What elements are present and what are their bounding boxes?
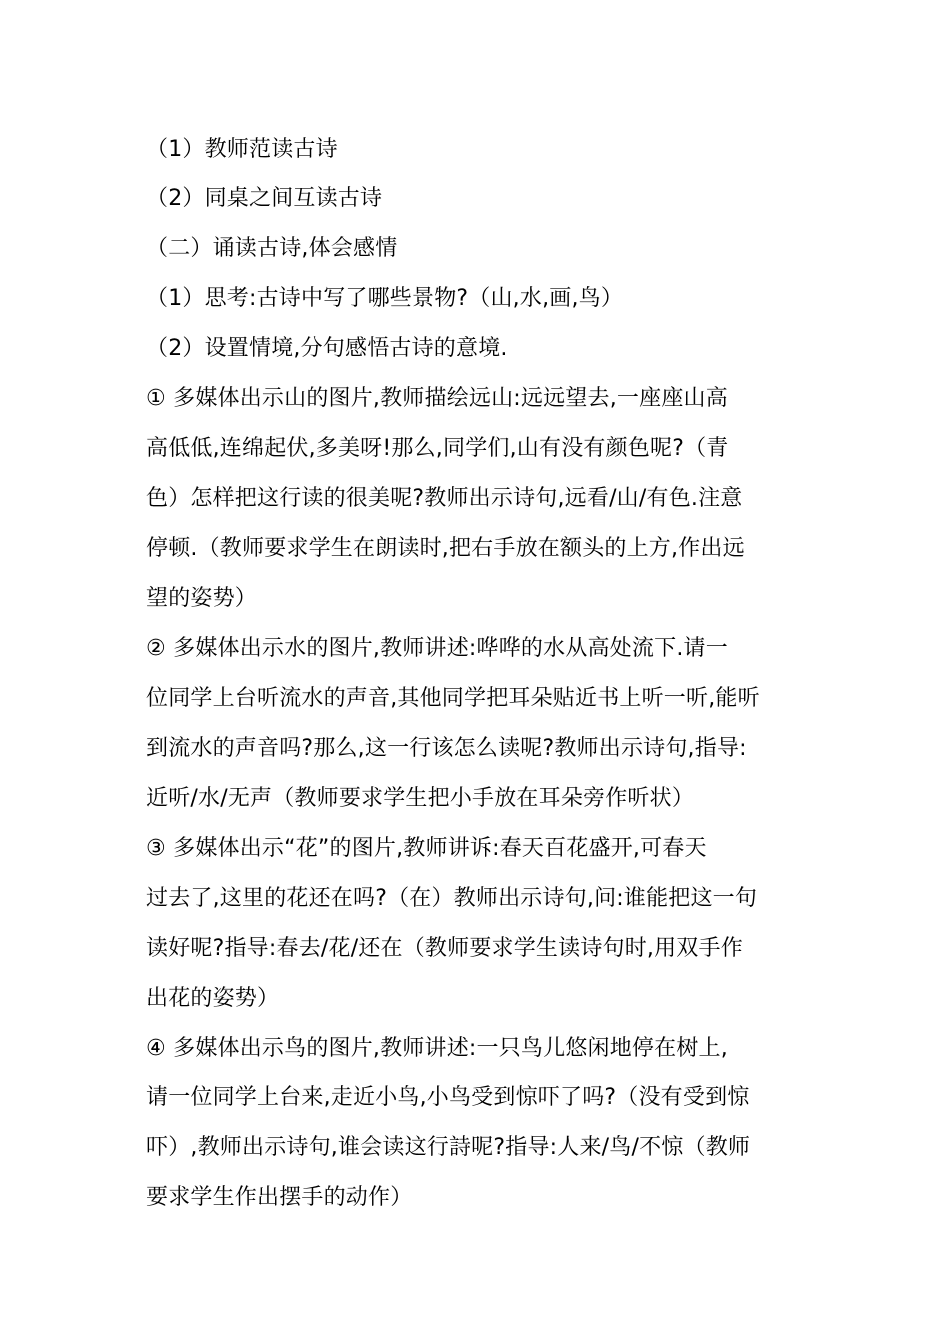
text-line: （1）思考:古诗中写了哪些景物?（山,水,画,鸟） (146, 286, 624, 311)
text-line: ① 多媒体出示山的图片,教师描绘远山:远远望去,一座座山高 (146, 386, 728, 411)
text-line: 出花的姿势） (146, 986, 280, 1011)
text-line: （2）同桌之间互读古诗 (146, 186, 383, 211)
text-line: 高低低,连绵起伏,多美呀!那么,同学们,山有没有颜色呢?（青 (146, 436, 729, 461)
text-line: 到流水的声音吗?那么,这一行该怎么读呢?教师出示诗句,指导: (146, 736, 747, 761)
text-line: 吓）,教师出示诗句,谁会读这行詩呢?指导:人来/鸟/不惊（教师 (146, 1135, 751, 1160)
text-line: ② 多媒体出示水的图片,教师讲述:哗哗的水从高处流下.请一 (146, 636, 728, 661)
text-line: （二）诵读古诗,体会感情 (146, 236, 398, 261)
text-line: 要求学生作出摆手的动作） (146, 1185, 413, 1210)
text-line: （2）设置情境,分句感悟古诗的意境. (146, 336, 508, 361)
text-line: 停顿.（教师要求学生在朗读时,把右手放在额头的上方,作出远 (146, 536, 745, 561)
text-line: 望的姿势） (146, 586, 258, 611)
text-line: 过去了,这里的花还在吗?（在）教师出示诗句,问:谁能把这一句 (146, 886, 758, 911)
text-line: 请一位同学上台来,走近小鸟,小鸟受到惊吓了吗?（没有受到惊 (146, 1085, 750, 1110)
text-line: 色）怎样把这行读的很美呢?教师出示诗句,远看/山/有色.注意 (146, 486, 743, 511)
text-line: ④ 多媒体出示鸟的图片,教师讲述:一只鸟儿悠闲地停在树上, (146, 1036, 728, 1061)
text-line: 读好呢?指导:春去/花/还在（教师要求学生读诗句时,用双手作 (146, 936, 743, 961)
text-line: 位同学上台听流水的声音,其他同学把耳朵贴近书上听一听,能听 (146, 686, 760, 711)
text-line: ③ 多媒体出示“花”的图片,教师讲诉:春天百花盛开,可春天 (146, 836, 707, 861)
text-line: （1）教师范读古诗 (146, 137, 338, 162)
text-line: 近听/水/无声（教师要求学生把小手放在耳朵旁作听状） (146, 786, 695, 811)
